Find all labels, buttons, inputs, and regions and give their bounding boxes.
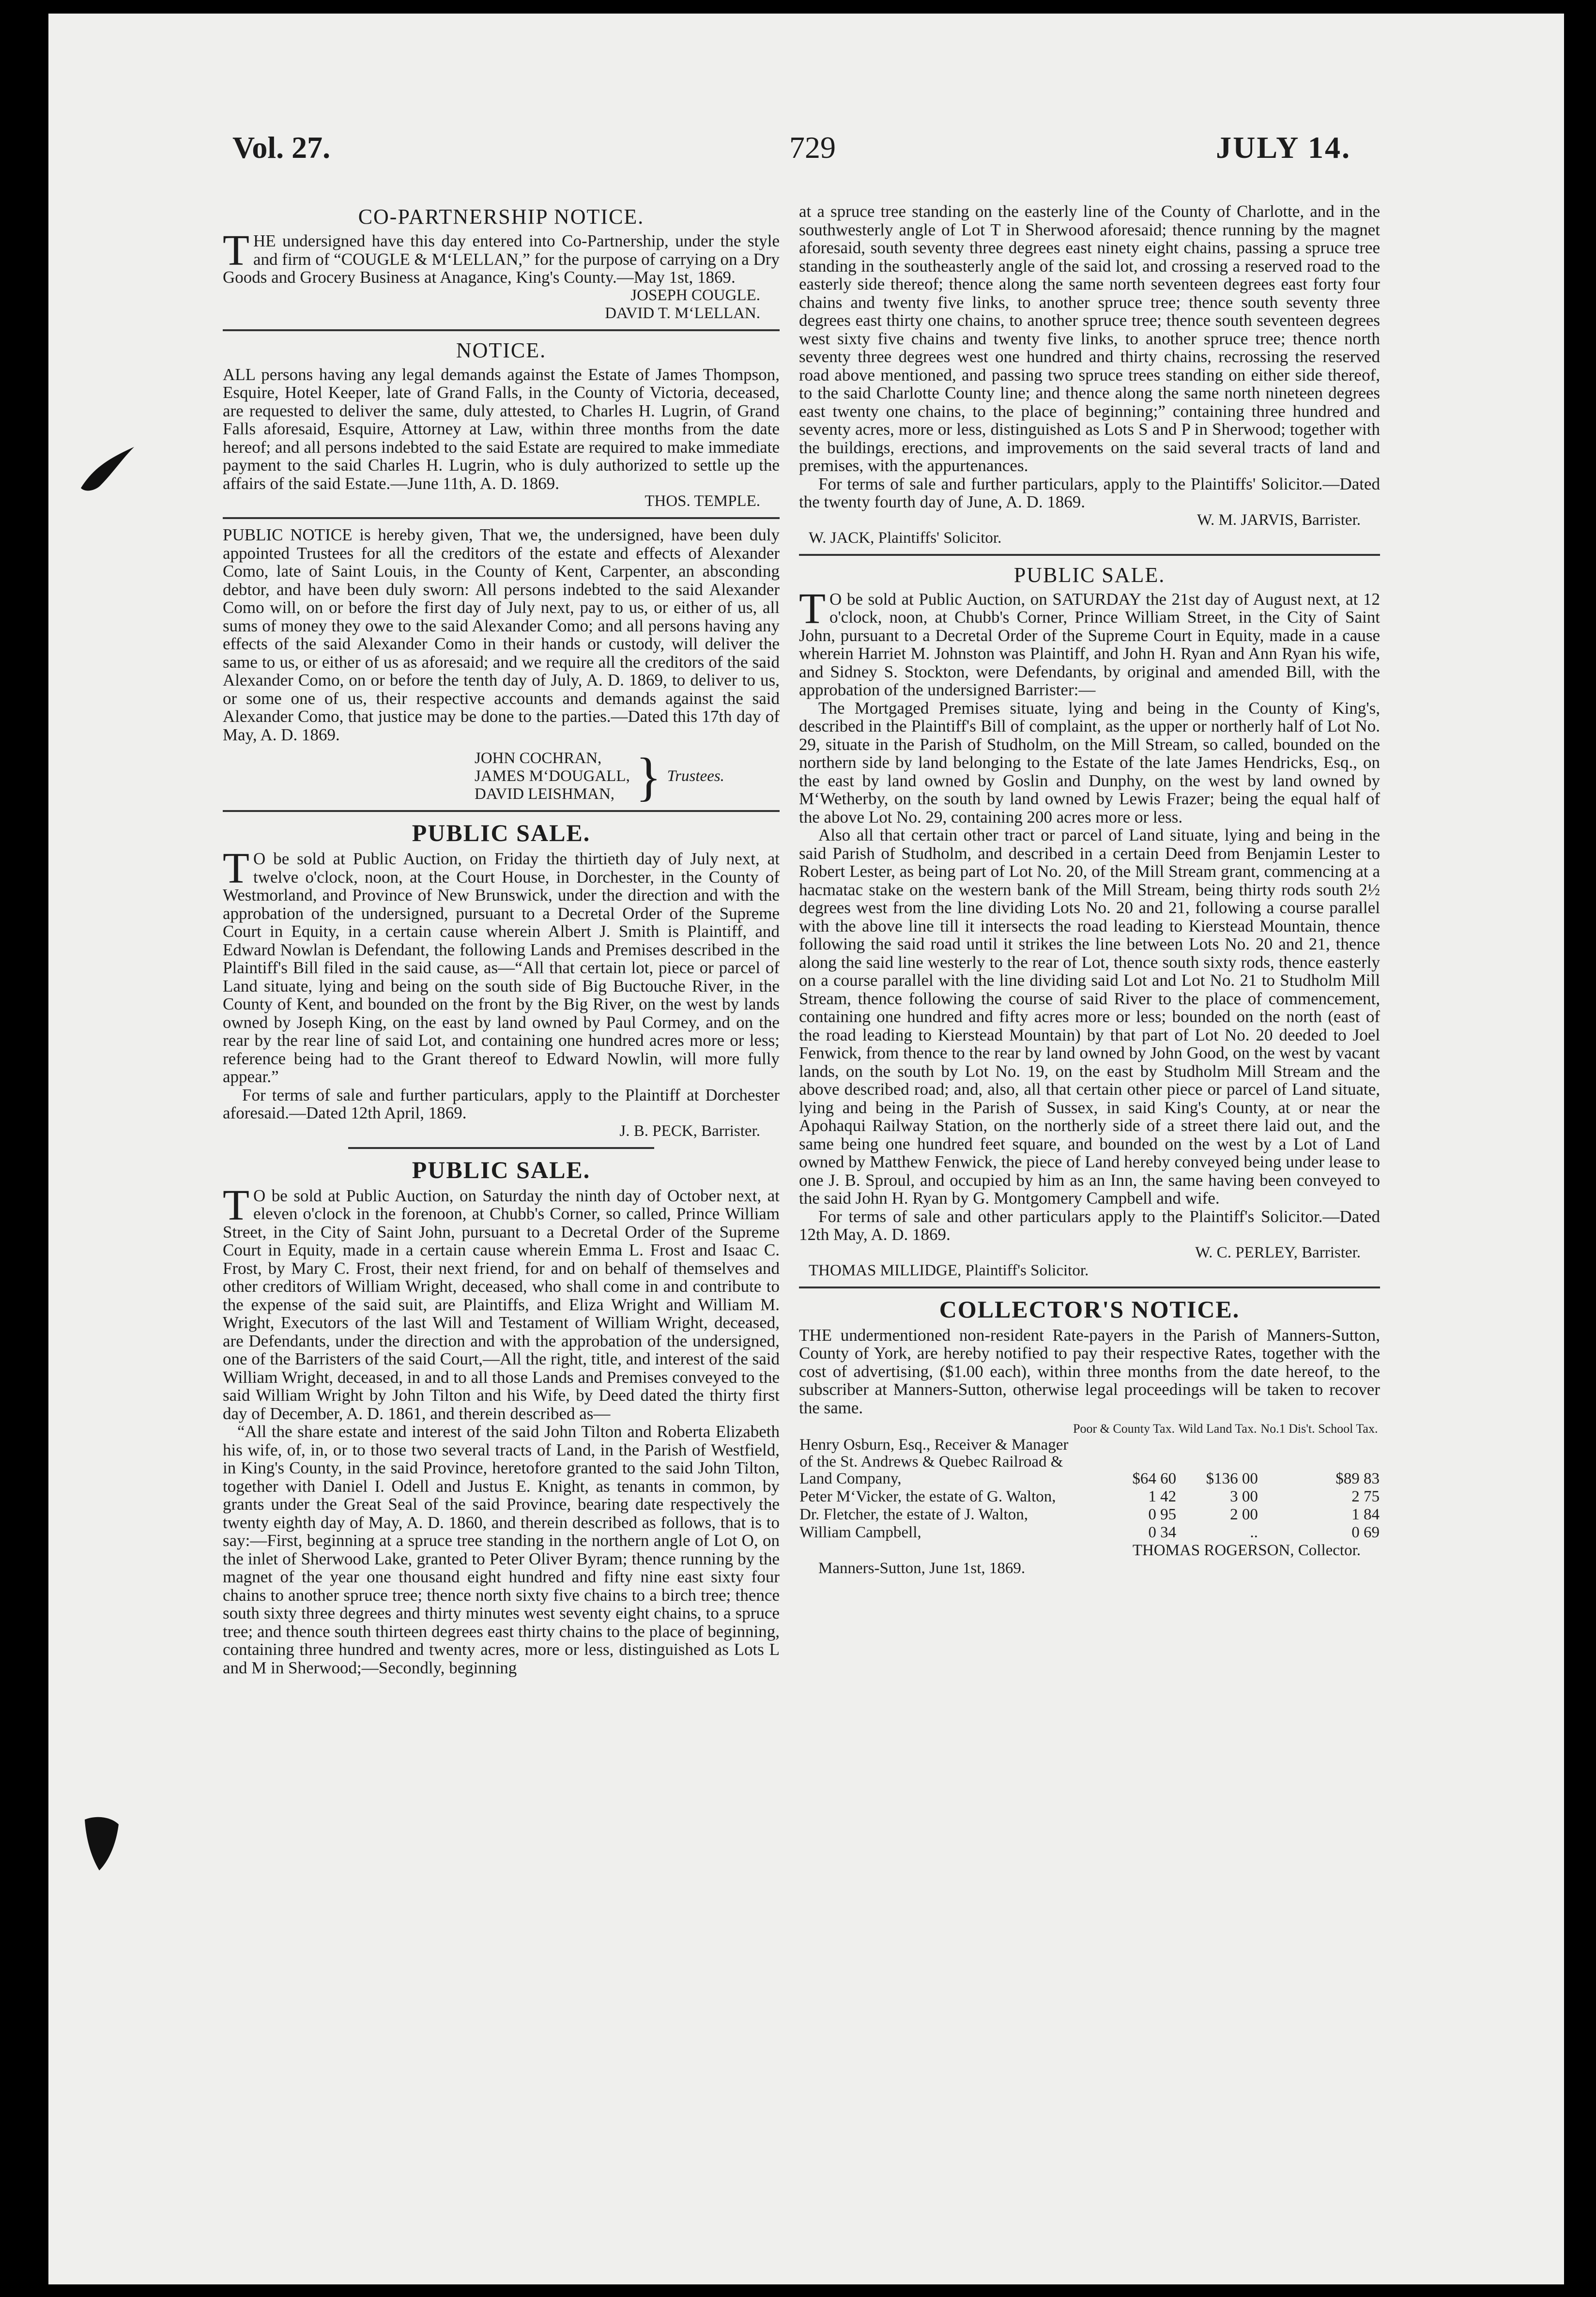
poor-county-tax: 0 95 <box>1148 1506 1177 1523</box>
solicitor-line: W. JACK, Plaintiffs' Solicitor. <box>809 529 1002 547</box>
school-tax: 0 69 <box>1351 1524 1380 1541</box>
ratepayer-name: William Campbell, <box>799 1524 921 1541</box>
trustee-name: JAMES M‘DOUGALL, <box>475 767 630 785</box>
issue-date: JULY 14. <box>1216 130 1351 165</box>
ink-blot-mark <box>78 440 137 498</box>
signature: THOS. TEMPLE. <box>645 492 760 510</box>
continued-text: at a spruce tree standing on the easterly line of the County of Charlotte, and in the southwesterly angle of Lot T in Sherwood aforesaid; thence running by the magnet aforesaid, south seventy three degrees east ninety eight chains, passing a spruce tree standing in the southeasterly angle of the said lot, and crossing a reserved road to the easterly side thereof; thence along the same north seventeen degrees east forty four chains and twenty five links, to another spruce tree; thence south seventy three degrees east thirty one chains, to another spruce tree; thence south seventeen degrees west sixty five chains and twenty five links, to another spruce tree; thence north seventy three degrees west one hundred and thirty chains, recrossing the reserved road above mentioned, and passing two spruce trees standing on either side thereof, to the said Charlotte County line; and thence along the same north nineteen degrees east twenty one chains, to the place of beginning;” containing three hundred and seventy acres, more or less, distinguished as Lots S and P in Sherwood; together with the buildings, erections, and improvements on the said several tracts of land and premises, with the appurtenances. <box>799 202 1380 475</box>
column-header: No.1 Dis't. School Tax. <box>1260 1422 1378 1436</box>
newspaper-page <box>48 14 1564 2284</box>
poor-county-tax: 1 42 <box>1148 1488 1177 1505</box>
signature: DAVID T. M‘LELLAN. <box>605 304 760 322</box>
place-date-line: Manners-Sutton, June 1st, 1869. <box>818 1560 1026 1577</box>
divider <box>348 1147 655 1149</box>
signature: JOSEPH COUGLE. <box>630 286 760 304</box>
public-sale-saint-john <box>223 1156 780 1677</box>
estate-notice <box>223 338 780 511</box>
table-row <box>799 1524 1380 1542</box>
wild-land-tax: $136 00 <box>1206 1470 1258 1487</box>
school-tax: 2 75 <box>1351 1488 1380 1505</box>
signature: THOMAS ROGERSON, Collector. <box>1132 1542 1361 1559</box>
terms-text: For terms of sale and further particulars, apply to the Plaintiff at Dorchester aforesaid.—Dated 12th April, 1869. <box>223 1085 780 1122</box>
notice-title: COLLECTOR'S NOTICE. <box>939 1295 1240 1323</box>
signature: J. B. PECK, Barrister. <box>619 1122 760 1140</box>
public-sale-dorchester <box>223 819 780 1140</box>
notice-body: TO be sold at Public Auction, on Saturday the ninth day of October next, at eleven o'clock in the forenoon, at Chubb's Corner, so called, Prince William Street, in the City of Saint John, pursuant to a Decretal Order of the Supreme Court in Equity, made in a certain cause wherein Emma L. Frost and Isaac C. Frost, by Mary C. Frost, their next friend, for and on behalf of themselves and other creditors of William Wright, deceased, who shall come in and contribute to the expense of the said suit, are Plaintiffs, and Eliza Wright and William M. Wright, Executors of the last Will and Testament of William Wright, deceased, are Defendants, under the direction and with the approbation of the undersigned, one of the Barristers of the said Court,—All the right, title, and interest of the said William Wright, deceased, in and to all those Lands and Premises conveyed to the said William Wright by John Tilton and his Wife, by Deed dated the thirty first day of December, A. D. 1861, and therein described as— <box>223 1181 780 1423</box>
page-number: 729 <box>789 130 836 165</box>
right-column <box>799 202 1380 1577</box>
trustee-notice <box>223 525 780 806</box>
notice-body: THE undermentioned non-resident Rate-payers in the Parish of Manners-Sutton, County of York, are hereby notified to pay their respective Rates, together with the cost of advertising, ($1.00 each), within three months from the date hereof, to the subscriber at Manners-Sutton, otherwise legal proceedings will be taken to recover the same. <box>799 1325 1380 1417</box>
trustee-role: Trustees. <box>667 767 724 785</box>
solicitor-line: THOMAS MILLIDGE, Plaintiff's Solicitor. <box>809 1261 1089 1279</box>
hole-punch-mark <box>82 1815 121 1873</box>
notice-title: NOTICE. <box>456 338 547 362</box>
quoted-description: “All the share estate and interest of the said John Tilton and Roberta Elizabeth his wife, of, in, or to those two several tracts of Land, in the Parish of Westfield, in King's County, in the said Province, heretofore granted to the said John Tilton, together with Daniel I. Odell and Justus E. Knight, as tenants in common, by grants under the Great Seal of the said Province, bearing date respectively the twenty eighth day of May, A. D. 1860, and therein described as follows, that is to say:—First, beginning at a spruce tree standing in the northern angle of Lot O, on the inlet of Sherwood Lake, granted to Peter Oliver Byram; thence running by the magnet of the year one thousand eight hundred and fifty nine east sixty four chains to another spruce tree; thence north sixty five chains to a birch tree; thence south sixty three degrees and thirty minutes west seventy eight chains, to a spruce tree; and thence south thirteen degrees east thirty chains to the place of beginning, containing three hundred and twenty acres, more or less, distinguished as Lots L and M in Sherwood;—Secondly, beginning <box>223 1422 780 1677</box>
poor-county-tax: 0 34 <box>1148 1524 1177 1541</box>
terms-text: For terms of sale and further particulars, apply to the Plaintiffs' Solicitor.—Dated the twenty fourth day of June, A. D. 1869. <box>799 474 1380 511</box>
divider <box>799 1286 1380 1288</box>
trustee-name: JOHN COCHRAN, <box>475 750 602 767</box>
table-row <box>799 1436 1380 1488</box>
table-row <box>799 1506 1380 1524</box>
rate-table <box>799 1422 1380 1542</box>
notice-title: PUBLIC SALE. <box>1013 563 1166 587</box>
volume-label: Vol. 27. <box>232 130 331 165</box>
notice-body: TO be sold at Public Auction, on Friday the thirtieth day of July next, at twelve o'clock, noon, at the Court House, in Dorchester, in the County of Westmorland, and Province of New Brunswick, under the direction and with the approbation of the undersigned, pursuant to a Decretal Order of the Supreme Court in Equity, in a certain cause wherein Albert J. Smith is Plaintiff, and Edward Nowlan is Defendant, the following Lands and Premises described in the Plaintiff's Bill filed in the said cause, as—“All that certain lot, piece or parcel of Land situate, lying and being on the south side of Big Buctouche River, in the County of Kent, and bounded on the front by the Big River, on the west by lands owned by Joseph King, on the east by land owned by Paul Cormey, and on the rear by the rear line of said Lot, and containing one hundred acres more or less; reference being had to the Grant thereof to Edward Nowlin, will more fully appear.” <box>223 844 780 1086</box>
terms-text: For terms of sale and other particulars apply to the Plaintiff's Solicitor.—Dated 12th May, A. D. 1869. <box>799 1207 1380 1244</box>
ratepayer-name: Henry Osburn, Esq., Receiver & Manager of the St. Andrews & Quebec Railroad & Land Company, <box>799 1436 1069 1487</box>
school-tax: $89 83 <box>1335 1470 1380 1487</box>
signature: W. M. JARVIS, Barrister. <box>1197 511 1361 529</box>
column-header: Poor & County Tax. <box>1073 1422 1175 1436</box>
notice-body: TO be sold at Public Auction, on SATURDAY the 21st day of August next, at 12 o'clock, noon, at Chubb's Corner, Prince William Street, in the City of Saint John, pursuant to a Decretal Order of the Supreme Court in Equity, made in a cause wherein Harriet M. Johnston was Plaintiff, and John H. Ryan and Ann Ryan his wife, and Sidney S. Stockton, were Defendants, by original and amended Bill, with the approbation of the undersigned Barrister:— <box>799 584 1380 699</box>
notice-body: PUBLIC NOTICE is hereby given, That we, the undersigned, have been duly appointed Trustees for all the creditors of the estate and effects of Alexander Como, late of Saint Louis, in the County of Kent, Carpenter, an absconding debtor, and have been duly sworn: All persons indebted to the said Alexander Como will, on or before the first day of July next, pay to us, or either of us, all sums of money they owe to the said Alexander Como; and all persons having any effects of the said Alexander Como in their hands or custody, will deliver the same to us, or either of us as aforesaid; and we require all the creditors of the said Alexander Como, on or before the tenth day of July, A. D. 1869, to deliver to us, or some one of us, their respective accounts and demands against the said Alexander Como, that justice may be done to the parties.—Dated this 17th day of May, A. D. 1869. <box>223 525 780 744</box>
left-column <box>223 202 780 1677</box>
column-header <box>799 1422 1071 1436</box>
divider <box>799 554 1380 556</box>
page-header <box>232 130 1351 183</box>
school-tax: 1 84 <box>1351 1506 1380 1523</box>
table-row <box>799 1488 1380 1506</box>
divider <box>223 810 780 812</box>
table-header-row <box>799 1422 1380 1436</box>
ratepayer-name: Dr. Fletcher, the estate of J. Walton, <box>799 1506 1028 1523</box>
signature: W. C. PERLEY, Barrister. <box>1195 1243 1361 1261</box>
ratepayer-name: Peter M‘Vicker, the estate of G. Walton, <box>799 1488 1056 1505</box>
public-sale-continued <box>799 202 1380 547</box>
public-sale-studholm <box>799 563 1380 1280</box>
notice-title: PUBLIC SALE. <box>412 819 591 846</box>
brace-glyph: } <box>635 747 661 806</box>
property-description: The Mortgaged Premises situate, lying and being in the County of King's, described in the Plaintiff's Bill of complaint, as the upper or northerly half of Lot No. 29, situate in the Parish of Studholm, on the Mill Stream, so called, bounded on the northern side by land belonging to the Estate of the late James Hendricks, Esq., on the east by land owned by Goslin and Dunphy, on the west by land owned by M‘Wetherby, on the south by land owned by Lewis Frazer; being the equal half of the above Lot No. 29, containing 200 acres more or less. <box>799 698 1380 827</box>
notice-title: PUBLIC SALE. <box>412 1156 591 1183</box>
divider <box>223 517 780 519</box>
trustee-name: DAVID LEISHMAN, <box>475 785 615 803</box>
wild-land-tax: 3 00 <box>1230 1488 1258 1505</box>
trustee-signatures <box>223 747 780 806</box>
wild-land-tax: 2 00 <box>1230 1506 1258 1523</box>
copartnership-notice <box>223 204 780 322</box>
notice-title: CO-PARTNERSHIP NOTICE. <box>358 205 645 229</box>
wild-land-tax: .. <box>1250 1524 1258 1541</box>
divider <box>223 329 780 331</box>
notice-body: ALL persons having any legal demands against the Estate of James Thompson, Esquire, Hotel Keeper, late of Grand Falls, in the County of Victoria, deceased, are requested to deliver the same, duly attested, to Charles H. Lugrin, of Grand Falls aforesaid, Esquire, Attorney at Law, within three months from the date hereof; and all persons indebted to the said Estate are required to make immediate payment to the said Charles H. Lugrin, who is duly authorized to settle up the affairs of the said Estate.—June 11th, A. D. 1869. <box>223 365 780 493</box>
poor-county-tax: $64 60 <box>1132 1470 1177 1487</box>
column-header: Wild Land Tax. <box>1178 1422 1257 1436</box>
property-description: Also all that certain other tract or parcel of Land situate, lying and being in the said Parish of Studholm, and described in a certain Deed from Benjamin Lester to Robert Lester, as being part of Lot No. 20, of the Mill Stream grant, commencing at a hacmatac stake on the western bank of the Mill Stream, being thirty rods south 2½ degrees west from the line dividing Lots No. 20 and 21, following a course parallel with the above line till it intersects the road leading to Kierstead Mountain, thence following the said road until it strikes the line between Lots No. 20 and 21, thence along the said line westerly to the rear of Lot, thence south sixty rods, thence easterly on a course parallel with the line dividing said Lot and Lot No. 21 to Studholm Mill Stream, thence following the course of said River to the place of commencement, containing one hundred and fifty acres more or less; bounded on the north (east of the road leading to Kierstead Mountain) by that part of Lot No. 20 deeded to Joel Fenwick, from thence to the rear by land owned by John Good, on the west by vacant lands, on the south by Lot No. 19, on the east by Studholm Mill Stream and the above described road; and, also, all that certain other piece or parcel of Land situate, lying and being in the Parish of Sussex, in said King's County, at or near the Apohaqui Railway Station, on the northerly side of a street there laid out, and the same being one hundred feet square, and bounded on the west by a Lot of Land owned by Matthew Fenwick, the piece of Land hereby conveyed being under lease to one J. B. Sproul, and occupied by him as an Inn, the same having been conveyed to the said John H. Ryan by G. Montgomery Campbell and wife. <box>799 826 1380 1208</box>
notice-body: THE undersigned have this day entered into Co-Partnership, under the style and firm of “COUGLE & M‘LELLAN,” for the purpose of carrying on a Dry Goods and Grocery Business at Anagance, King's County.—May 1st, 1869. <box>223 227 780 287</box>
collectors-notice <box>799 1295 1380 1578</box>
